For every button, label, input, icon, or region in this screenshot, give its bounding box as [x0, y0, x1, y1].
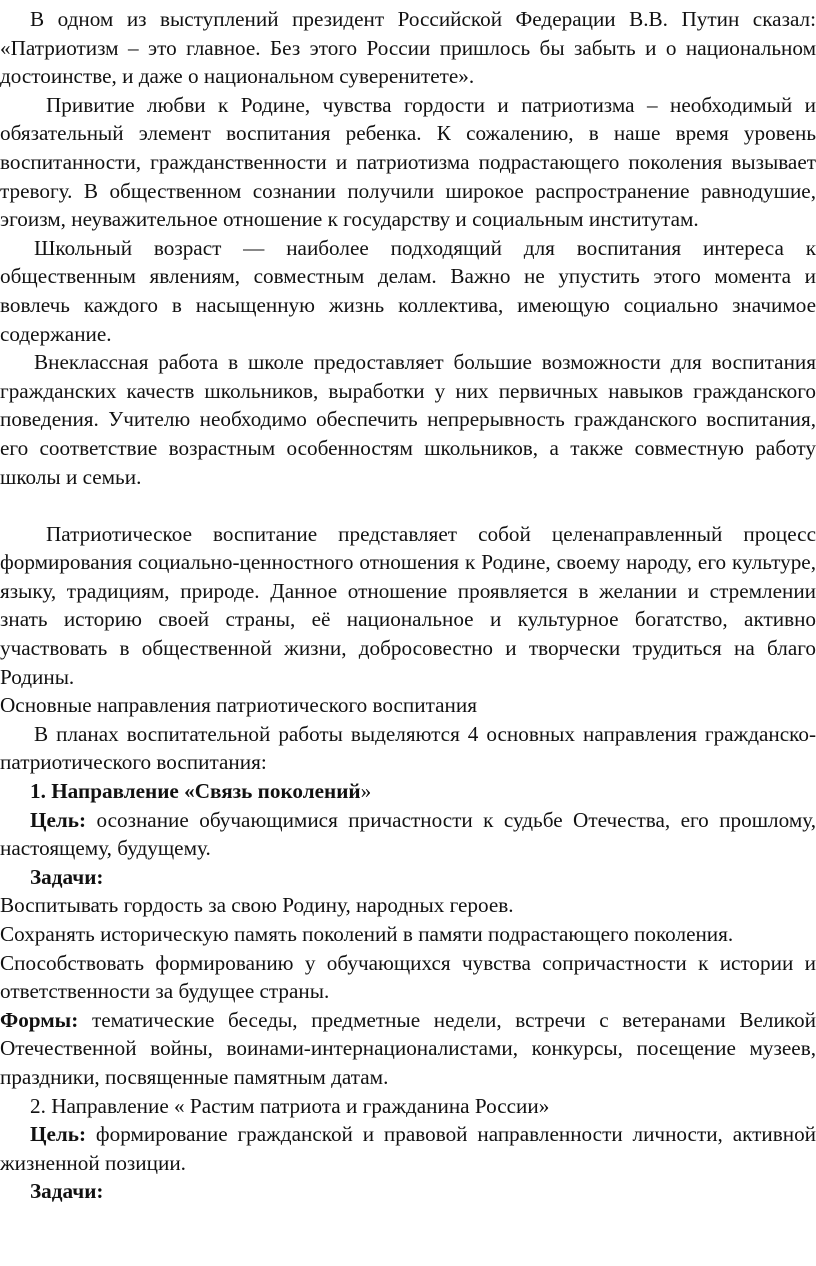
direction-2-goal: [0, 1120, 816, 1177]
paragraph-school-age: Школьный возраст — наиболее подходящий для воспитания интереса к общественным явлениям, совместным делам. Важно не упустить этого момента и вовлечь каждого в насыщенную жизнь коллектива, имеющую социально значимое содержание.: [0, 235, 816, 346]
direction-1-forms-label: Формы:: [0, 1007, 79, 1032]
section-heading: Основные направления патриотического воспитания: [0, 693, 477, 718]
direction-2-goal-text: формирование гражданской и правовой направленности личности, активной жизненной позиции.: [0, 1122, 816, 1175]
direction-1-task-1: Воспитывать гордость за свою Родину, народных героев.: [0, 893, 514, 918]
direction-1-forms-text: тематические беседы, предметные недели, встречи с ветеранами Великой Отечественной войны, воинами-интернационалистами, конкурсы, посещение музеев, праздники, посвященные памятным датам.: [0, 1007, 816, 1089]
paragraph-love-for-motherland: Привитие любви к Родине, чувства гордости и патриотизма – необходимый и обязательный элемент воспитания ребенка. К сожалению, в наше время уровень воспитанности, гражданственности и патриотизма подрастающего поколения вызывает тревогу. В общественном сознании получили широкое распространение равнодушие, эгоизм, неуважительное отношение к государству и социальным институтам.: [0, 92, 816, 232]
direction-1-goal-text: осознание обучающимися причастности к судьбе Отечества, его прошлому, настоящему, будущему.: [0, 807, 816, 861]
direction-1-tasks-label: Задачи:: [30, 864, 104, 889]
paragraph-putin-quote: В одном из выступлений президент Российской Федерации В.В. Путин сказал: «Патриотизм – это главное. Без этого России пришлось бы забыть и о национальном достоинстве, и даже о национальном суверенитете».: [0, 7, 816, 89]
direction-1-title-bold: 1. Направление «Связь поколений: [30, 779, 361, 804]
paragraph-extracurricular-work: Внеклассная работа в школе предоставляет большие возможности для воспитания гражданских качеств школьников, выработки у них первичных навыков гражданского поведения. Учителю необходимо обеспечить непрерывность гражданского воспитания, его соответствие возрастным особенностям школьников, а также совместную работу школы и семьи.: [0, 350, 816, 489]
direction-1-goal-label: Цель:: [30, 807, 87, 832]
paragraph-directions-intro: В планах воспитательной работы выделяются 4 основных направления гражданско-патриотического воспитания:: [0, 721, 816, 775]
direction-2-goal-label: Цель:: [30, 1122, 87, 1147]
direction-2-title: 2. Направление « Растим патриота и гражданина России»: [30, 1093, 550, 1118]
direction-1-title-tail: »: [360, 779, 372, 804]
direction-1-title: [0, 777, 816, 806]
direction-1-task-2: Сохранять историческую память поколений в памяти подрастающего поколения.: [0, 922, 734, 946]
direction-1-task-3: Способствовать формированию у обучающихся чувства сопричастности к истории и ответственности за будущее страны.: [0, 950, 816, 1004]
direction-1-forms: [0, 1006, 816, 1092]
direction-2-tasks-label: Задачи:: [30, 1179, 104, 1204]
paragraph-patriotic-education-definition: Патриотическое воспитание представляет собой целенаправленный процесс формирования социально-ценностного отношения к Родине, своему народу, его культуре, языку, традициям, природе. Данное отношение проявляется в желании и стремлении знать историю своей страны, её национальное и культурное богатство, активно участвовать в общественной жизни, добросовестно и творчески трудиться на благо Родины.: [0, 521, 816, 689]
document-page: [0, 5, 816, 1263]
blank-line: [0, 491, 816, 520]
direction-1-goal: [0, 806, 816, 863]
